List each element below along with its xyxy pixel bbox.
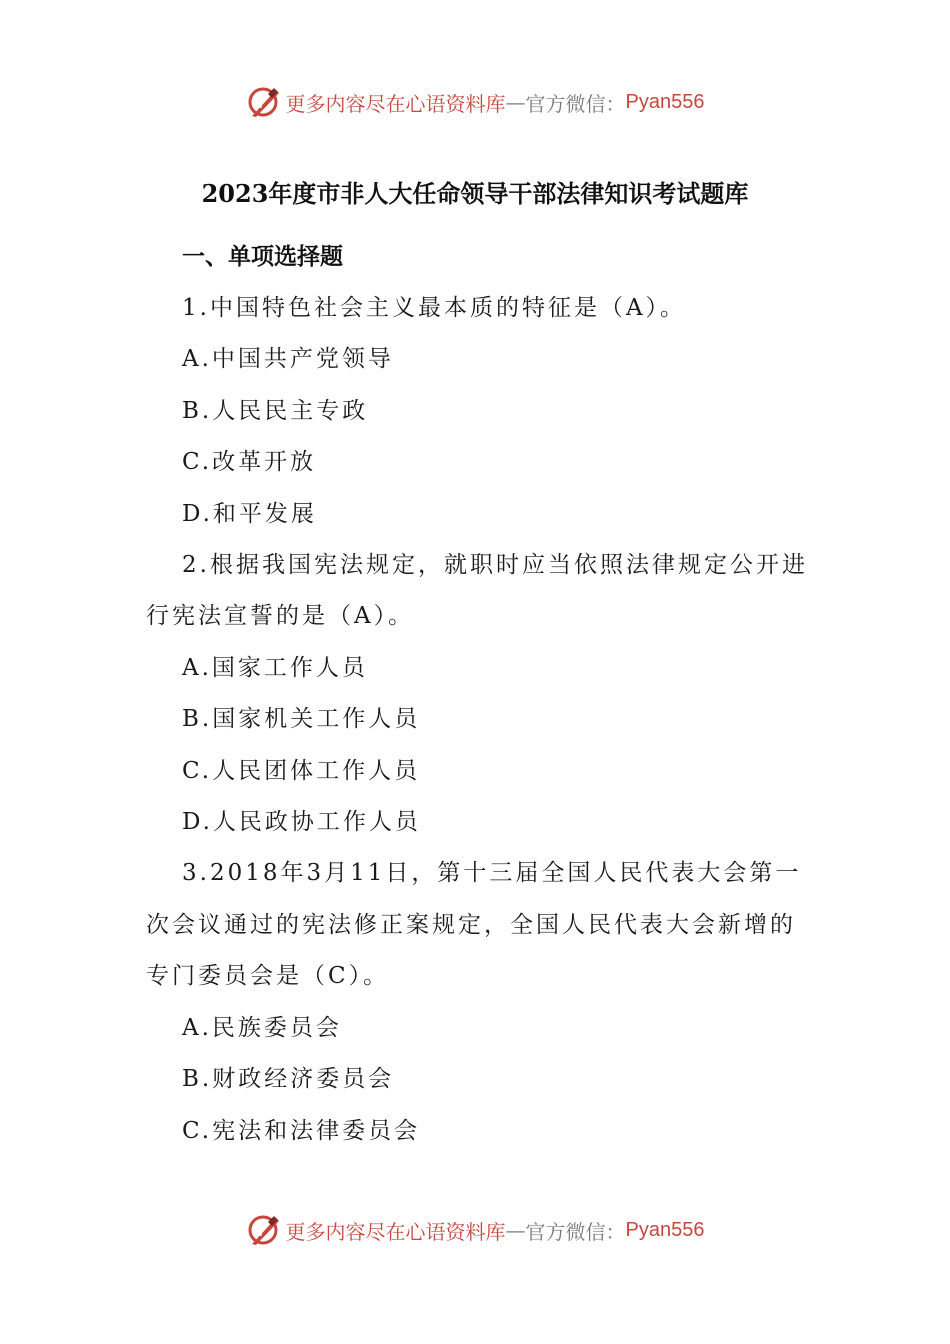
banner-dash: — (505, 1218, 526, 1242)
section-heading: 一、单项选择题 (182, 244, 343, 270)
pen-nib-logo-icon (246, 1212, 282, 1248)
question-option: C.人民团体工作人员 (182, 757, 421, 784)
question-option: A.国家工作人员 (182, 654, 368, 681)
banner-wechat-label: 官方微信： (525, 1219, 626, 1244)
question-option: D.和平发展 (182, 500, 317, 527)
question-option: A.中国共产党领导 (182, 346, 394, 373)
question-stem: 2.根据我国宪法规定，就职时应当依照法律规定公开进行宪法宣誓的是（A）。 (146, 552, 808, 630)
question-option: D.人民政协工作人员 (182, 809, 421, 836)
question-option: B.国家机关工作人员 (182, 706, 421, 733)
pen-nib-logo-icon (246, 84, 282, 120)
footer-banner (0, 1208, 950, 1252)
banner-dash: — (505, 90, 526, 114)
banner-wechat-label: 官方微信： (525, 91, 626, 116)
question-option: B.财政经济委员会 (182, 1066, 395, 1093)
question-option: C.宪法和法律委员会 (182, 1117, 421, 1144)
question-option: A.民族委员会 (182, 1014, 342, 1041)
question-option: B.人民民主专政 (182, 397, 369, 424)
banner-wechat-id: Pyan556 (625, 1218, 705, 1241)
header-banner (0, 80, 950, 124)
question-stem: 1.中国特色社会主义最本质的特征是（A）。 (182, 295, 687, 321)
question-option: C.改革开放 (182, 449, 317, 476)
banner-site-name: 更多内容尽在心语资料库 (285, 91, 506, 116)
document-body (146, 232, 808, 1157)
question-stem: 3.2018年3月11日，第十三届全国人民代表大会第一次会议通过的宪法修正案规定，全国人民代表大会新增的专门委员会是（C）。 (146, 860, 802, 990)
banner-wechat-id: Pyan556 (625, 90, 705, 113)
document-title: 2023年度市非人大任命领导干部法律知识考试题库 (201, 179, 749, 208)
banner-site-name: 更多内容尽在心语资料库 (285, 1219, 506, 1244)
